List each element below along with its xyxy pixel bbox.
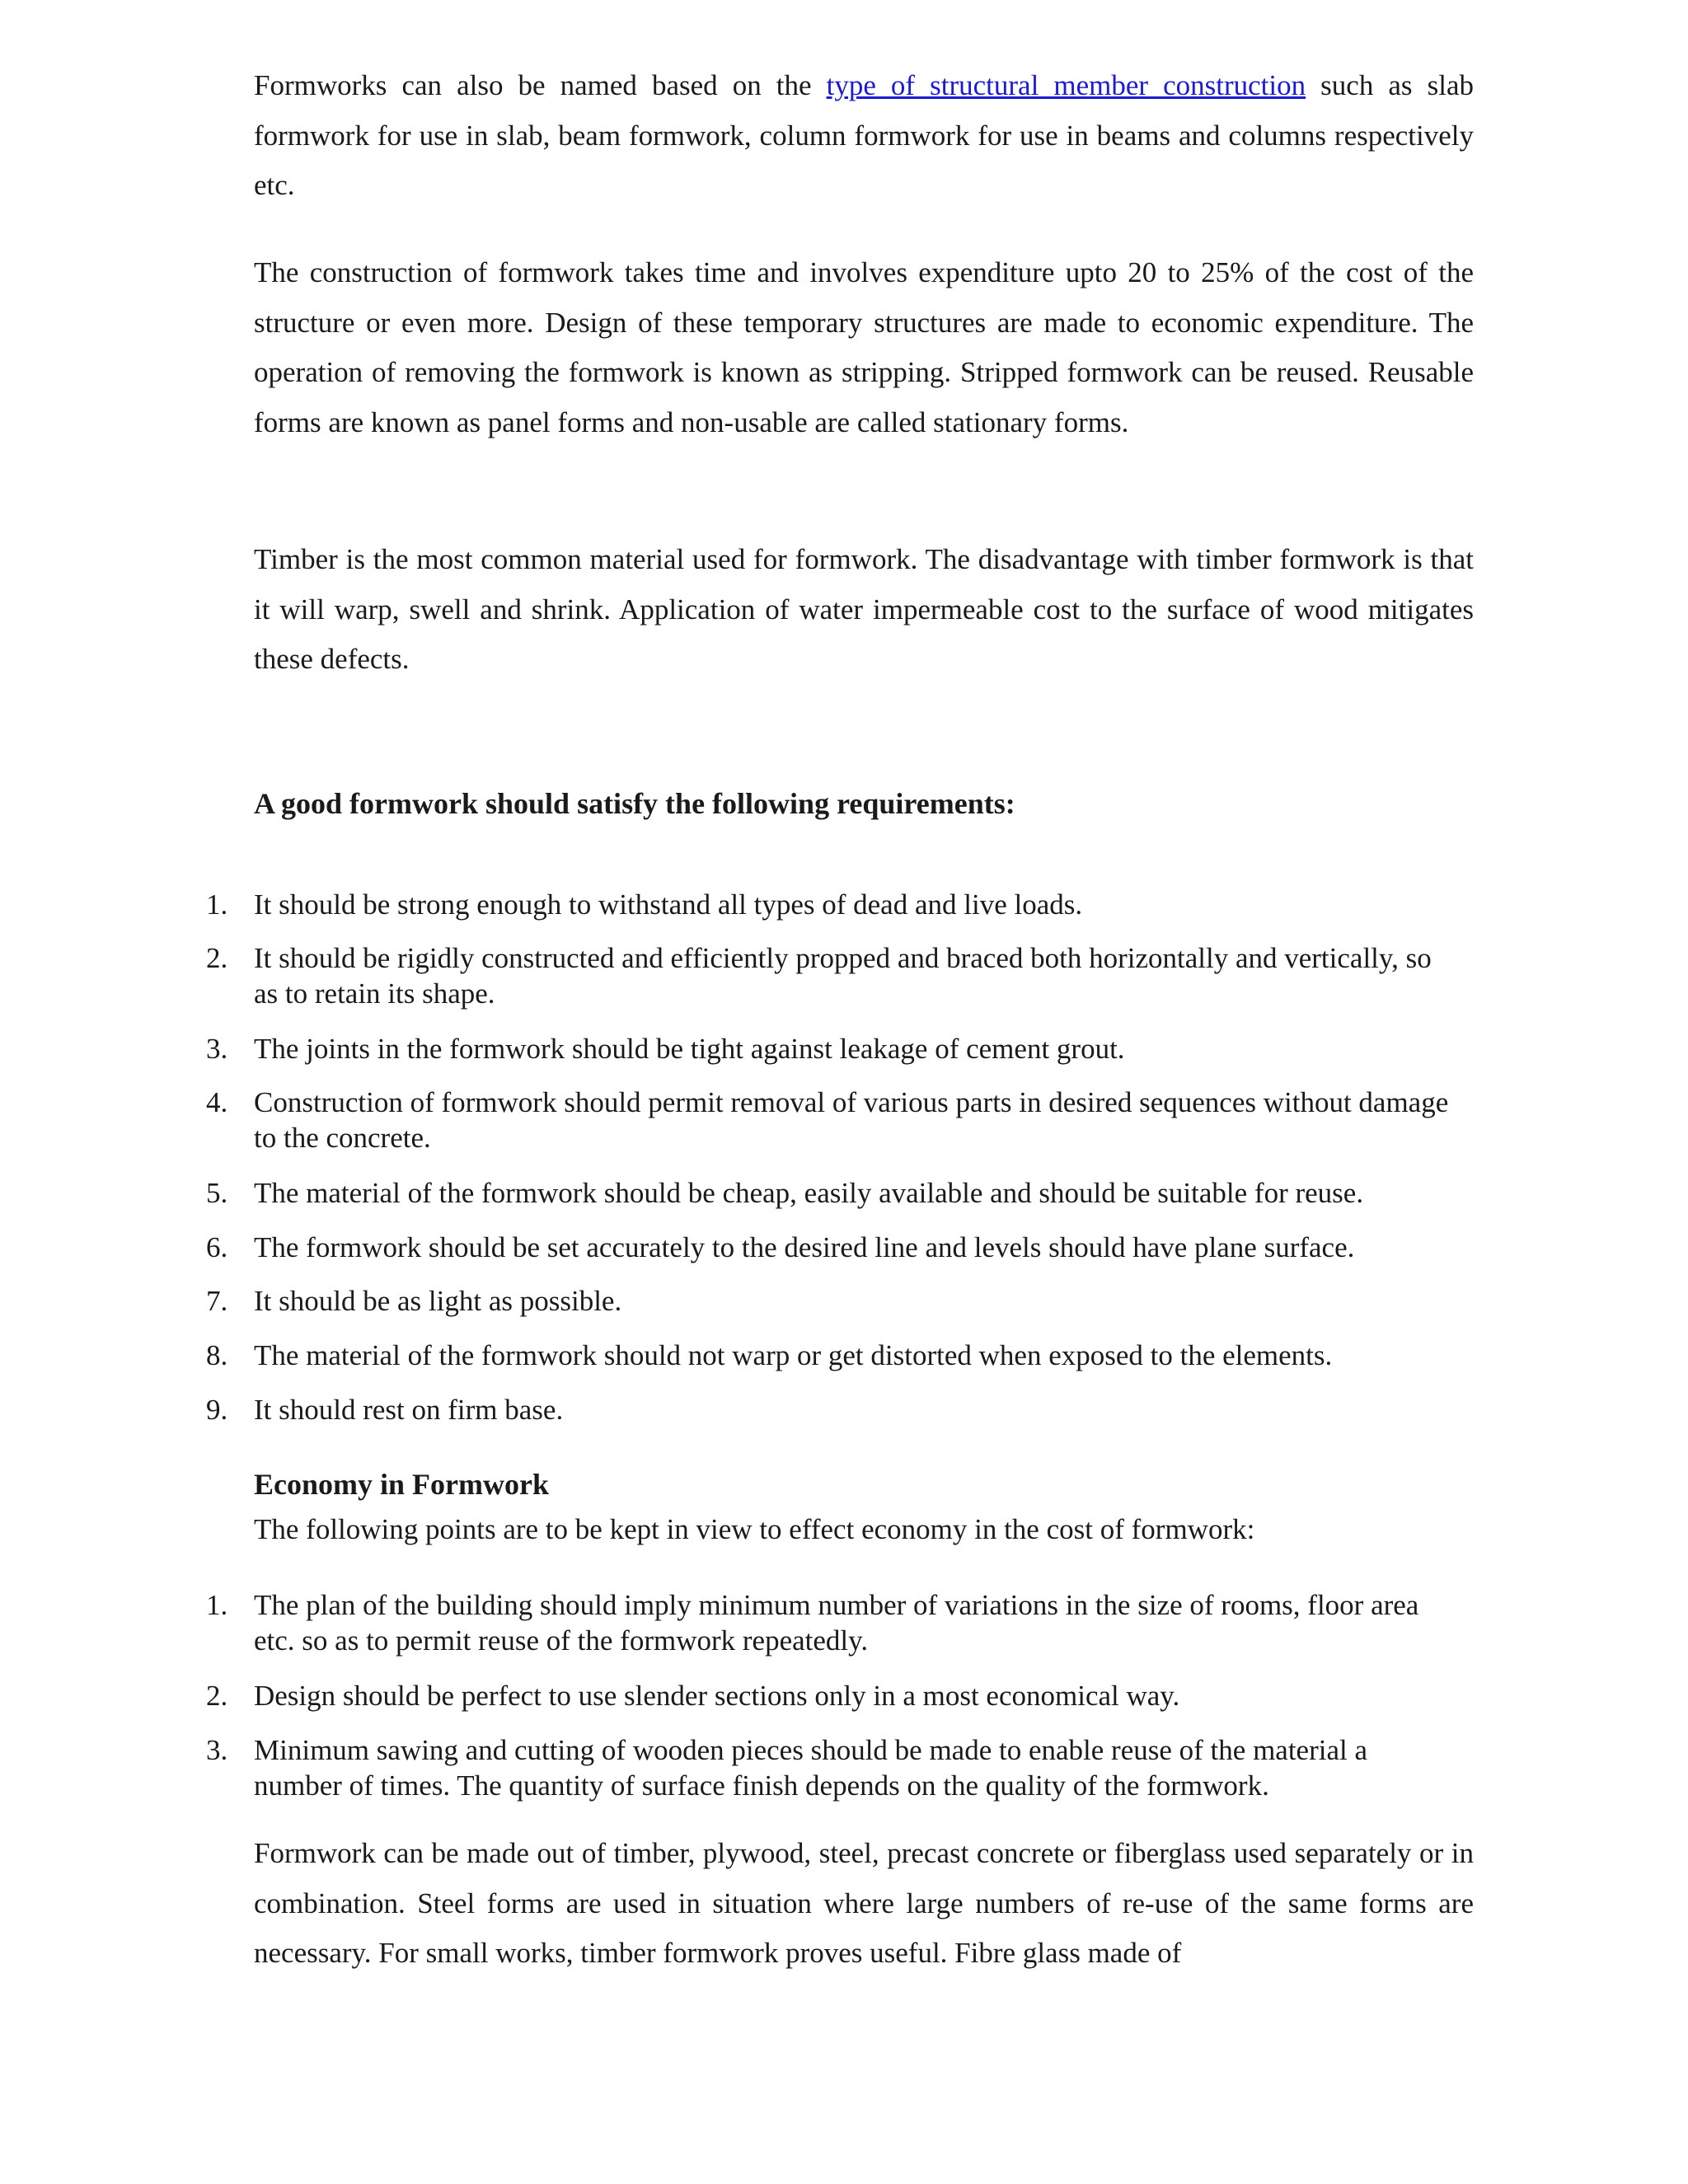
economy-intro: The following points are to be kept in view to effect economy in the cost of formwork: — [254, 1513, 1255, 1545]
list-item-number: 8. — [206, 1339, 228, 1371]
paragraph-text: such as slab formwork for use in slab, beam formwork, column formwork for use in beams and columns respectively etc. — [254, 69, 1474, 201]
list-item-number: 1. — [206, 888, 228, 921]
list-item-text: The formwork should be set accurately to the desired line and levels should have plane surface. — [254, 1231, 1355, 1263]
list-item-text: It should be rigidly constructed and efficiently propped and braced both horizontally and vertically, so as to retain its shape. — [254, 942, 1432, 1010]
list-item-number: 4. — [206, 1086, 228, 1118]
list-item-number: 1. — [206, 1589, 228, 1621]
list-item-number: 7. — [206, 1285, 228, 1317]
list-item-number: 6. — [206, 1231, 228, 1263]
list-item-text: The plan of the building should imply minimum number of variations in the size of rooms, floor area etc. so as to permit reuse of the formwork repeatedly. — [254, 1589, 1419, 1657]
list-item-text: Design should be perfect to use slender sections only in a most economical way. — [254, 1680, 1180, 1712]
list-item-number: 2. — [206, 942, 228, 974]
list-item-text: It should be strong enough to withstand all types of dead and live loads. — [254, 888, 1083, 921]
list-item-text: It should be as light as possible. — [254, 1285, 622, 1317]
list-item-text: Construction of formwork should permit removal of various parts in desired sequences without damage to the concrete. — [254, 1086, 1449, 1154]
paragraph-timber: Timber is the most common material used for formwork. The disadvantage with timber formwork is that it will warp, swell and shrink. Application of water impermeable cost to the surface of wood mitigates these defects. — [254, 543, 1474, 675]
list-item-number: 2. — [206, 1680, 228, 1712]
list-item-text: Minimum sawing and cutting of wooden pieces should be made to enable reuse of the material a number of times. The quantity of surface finish depends on the quality of the formwork. — [254, 1734, 1368, 1802]
paragraph-formwork-cost: The construction of formwork takes time and involves expenditure upto 20 to 25% of the cost of the structure or even more. Design of these temporary structures are made to economic expenditure. The operation of removing the formwork is known as stripping. Stripped formwork can be reused. Reusable forms are known as panel forms and non-usable are called stationary forms. — [254, 256, 1474, 438]
paragraph-formwork-materials: Formwork can be made out of timber, plywood, steel, precast concrete or fiberglass used separately or in combination. Steel forms are used in situation where large numbers of re-use of the same forms are necessary. For small works, timber formwork proves useful. Fibre glass made of — [254, 1837, 1474, 1969]
requirements-heading: A good formwork should satisfy the following requirements: — [254, 787, 1015, 820]
list-item-number: 9. — [206, 1394, 228, 1426]
economy-heading: Economy in Formwork — [254, 1468, 549, 1501]
list-item-text: The material of the formwork should not warp or get distorted when exposed to the elements. — [254, 1339, 1333, 1371]
structural-member-construction-link[interactable]: type of structural member construction — [826, 69, 1306, 101]
paragraph-text: Formworks can also be named based on the — [254, 69, 827, 101]
list-item-text: It should rest on firm base. — [254, 1394, 564, 1426]
paragraph-formwork-naming — [254, 61, 1474, 211]
list-item-text: The joints in the formwork should be tight against leakage of cement grout. — [254, 1033, 1125, 1065]
list-item-number: 5. — [206, 1177, 228, 1209]
list-item-number: 3. — [206, 1033, 228, 1065]
list-item-text: The material of the formwork should be cheap, easily available and should be suitable for reuse. — [254, 1177, 1364, 1209]
list-item-number: 3. — [206, 1734, 228, 1766]
